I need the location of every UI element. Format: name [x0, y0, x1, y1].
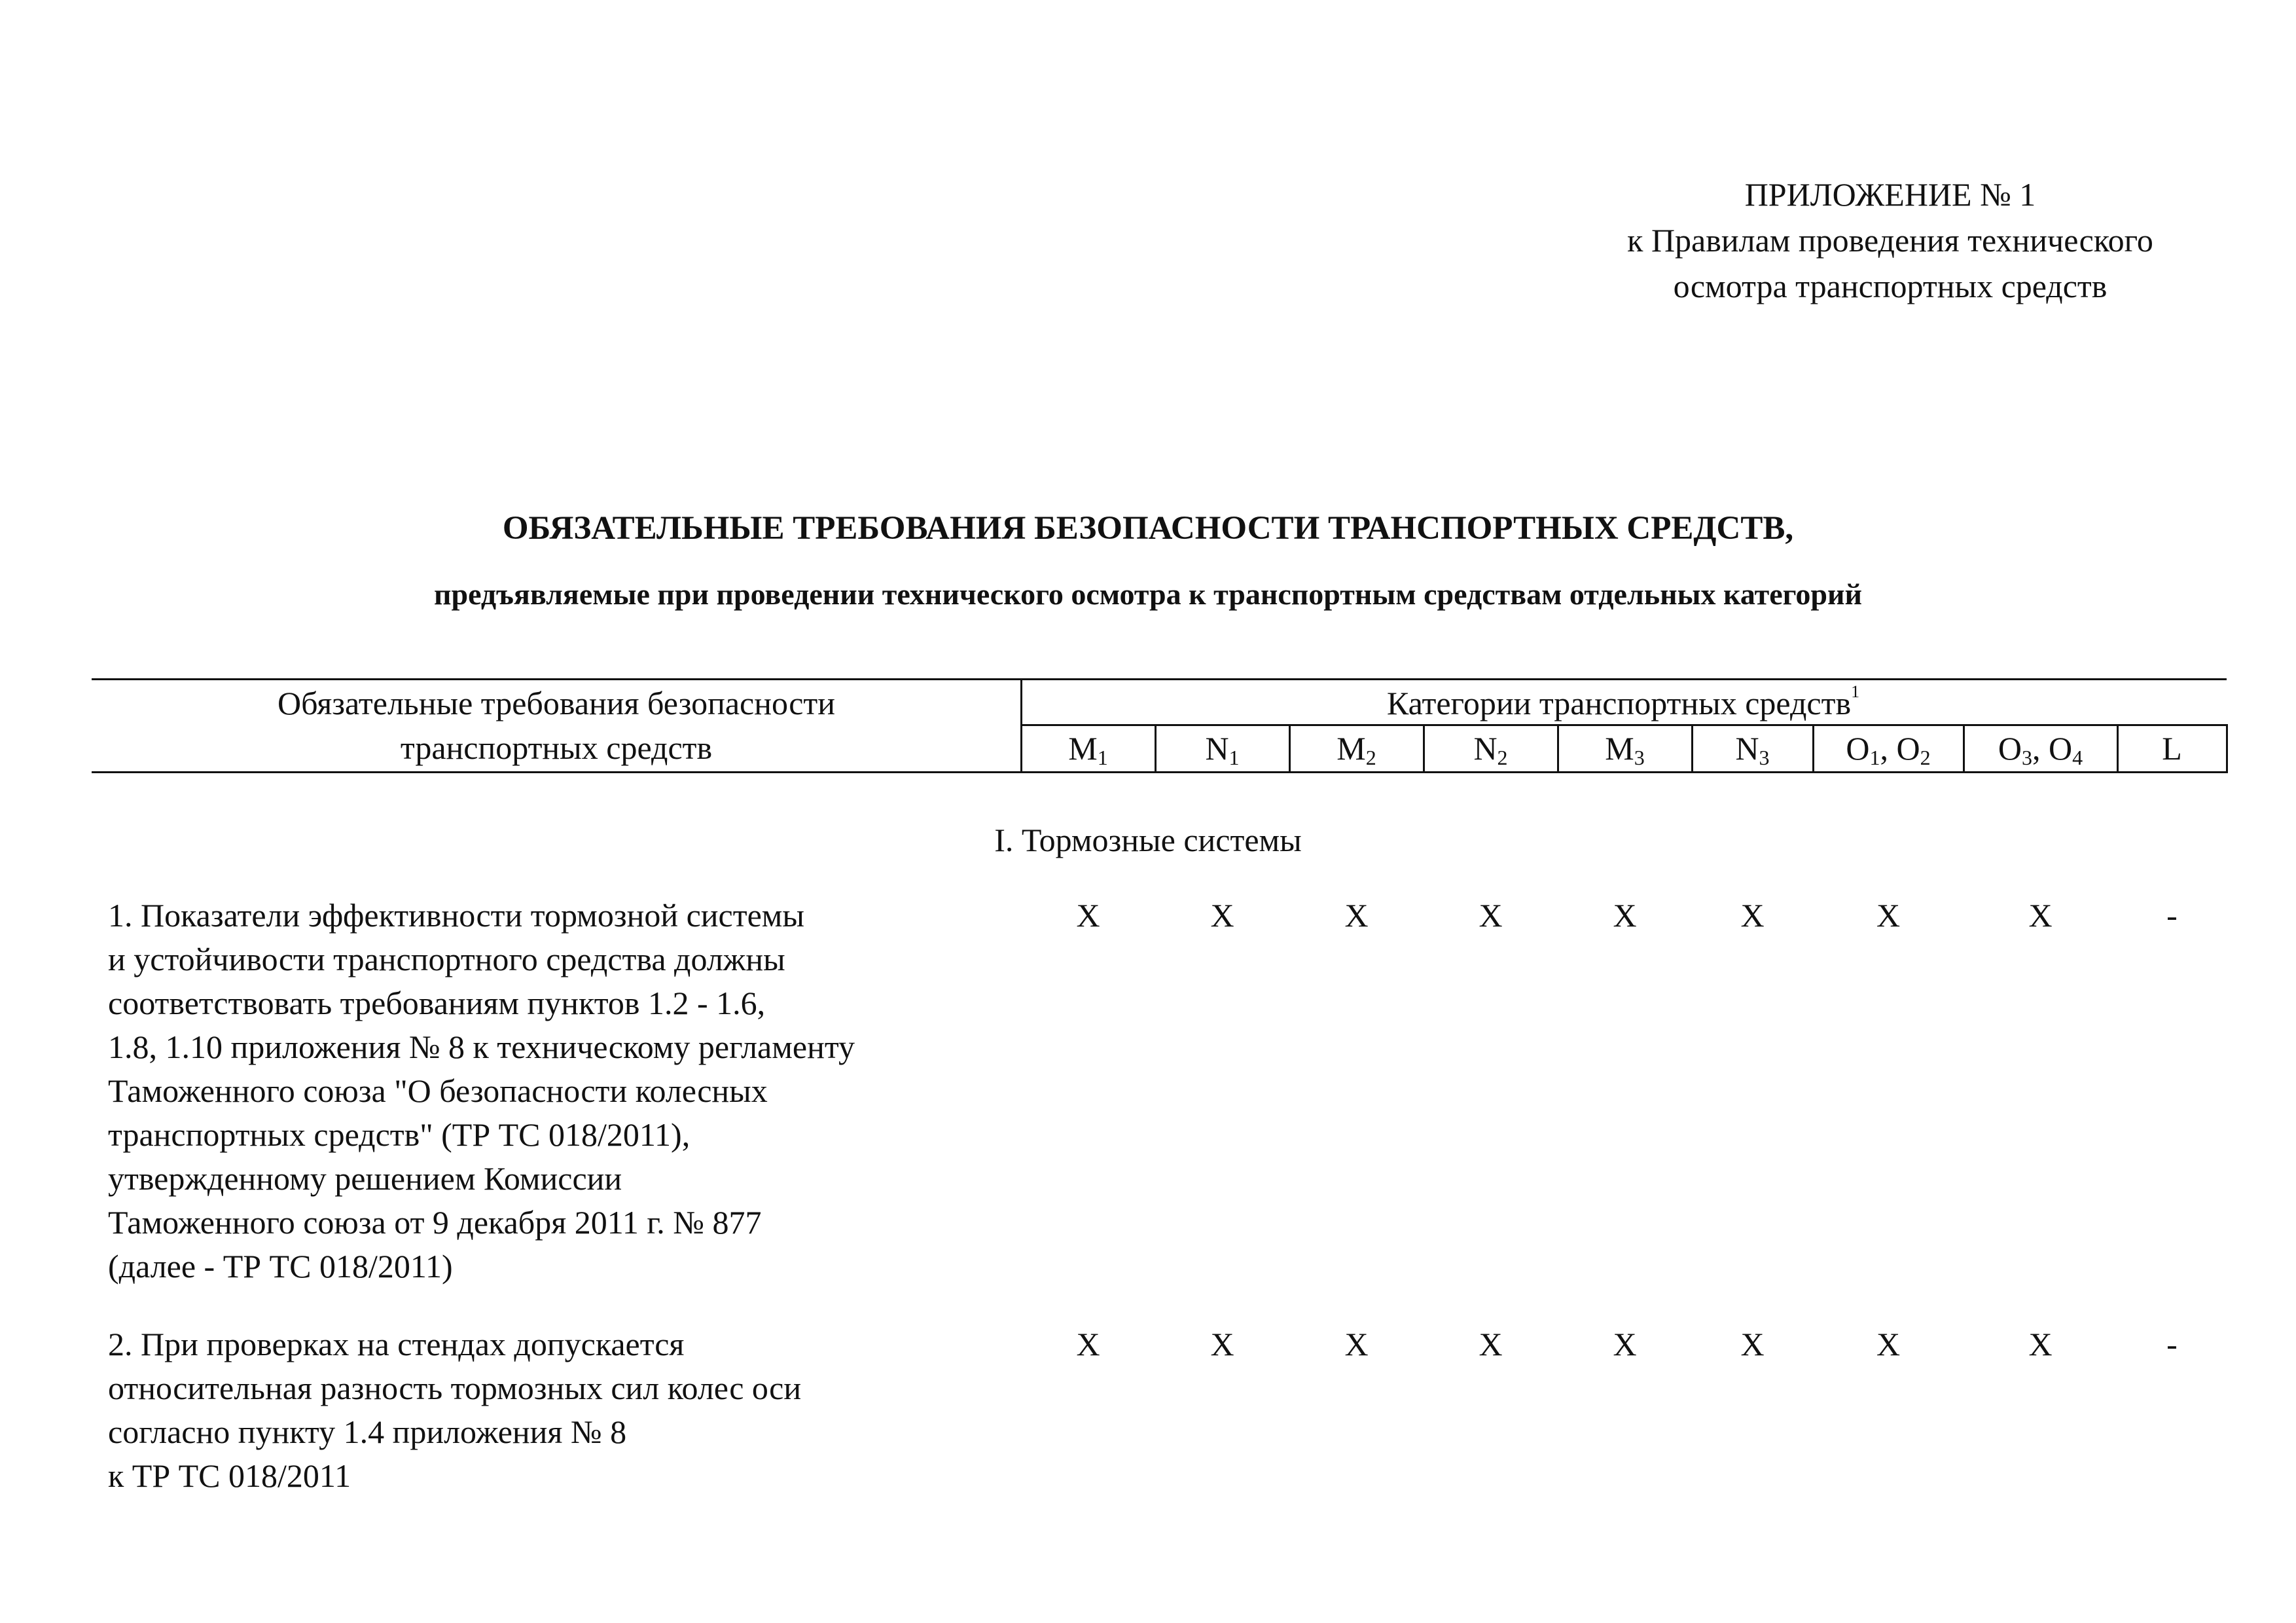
requirement-line: Таможенного союза "О безопасности колесных — [108, 1072, 768, 1109]
header-requirements-line: Обязательные требования безопасности — [277, 685, 836, 721]
applicability-mark: X — [2028, 897, 2053, 934]
applicability-mark: X — [1076, 897, 1100, 934]
category-letter: O — [1846, 730, 1870, 767]
header-categories — [1021, 681, 2225, 725]
category-header-cell — [1424, 725, 1558, 772]
category-header-cell — [1692, 725, 1813, 772]
applicability-mark: X — [1876, 1326, 1901, 1362]
category-subscript: 1 — [1229, 746, 1240, 769]
category-letter: N — [1735, 730, 1759, 767]
requirement-line: 2. При проверках на стендах допускается — [108, 1326, 685, 1362]
requirement-line: утвержденному решением Комиссии — [108, 1160, 622, 1197]
category-letter: O — [1998, 730, 2022, 767]
header-requirements-line: транспортных средств — [400, 729, 713, 766]
applicability-mark: X — [1876, 897, 1901, 934]
applicability-mark: X — [1613, 1326, 1637, 1362]
category-subscript: 4 — [2072, 746, 2083, 769]
requirement-line: 1. Показатели эффективности тормозной системы — [108, 897, 805, 934]
applicability-mark: X — [2028, 1326, 2053, 1362]
applicability-mark: X — [1479, 1326, 1503, 1362]
applicability-mark: X — [1740, 897, 1765, 934]
category-letter: , O — [1880, 730, 1920, 767]
requirement-line: 1.8, 1.10 приложения № 8 к техническому регламенту — [108, 1029, 855, 1065]
category-header-cell — [1813, 725, 1964, 772]
category-subscript: 1 — [1097, 746, 1108, 769]
category-letter: M — [1068, 730, 1098, 767]
section-heading: I. Тормозные системы — [994, 822, 1302, 858]
requirement-text — [108, 894, 1037, 1288]
category-letter: M — [1605, 730, 1634, 767]
header-requirements — [92, 681, 1021, 770]
category-header-cell — [1021, 725, 1155, 772]
requirement-line: (далее - ТР ТС 018/2011) — [108, 1248, 453, 1285]
category-subscript: 3 — [1759, 746, 1770, 769]
applicability-mark: X — [1740, 1326, 1765, 1362]
category-letter: M — [1336, 730, 1366, 767]
annex-reference-line: к Правилам проведения технического — [1627, 222, 2153, 259]
requirement-line: и устойчивости транспортного средства должны — [108, 941, 785, 977]
category-subscript: 2 — [1497, 746, 1508, 769]
category-subscript: 3 — [1634, 746, 1645, 769]
category-header-cell — [1558, 725, 1692, 772]
annex-caption — [1576, 172, 2204, 309]
applicability-mark: X — [1479, 897, 1503, 934]
requirement-text — [108, 1322, 1037, 1498]
applicability-mark: - — [2166, 1326, 2178, 1362]
header-categories-label: Категории транспортных средств — [1386, 685, 1852, 721]
category-letter: L — [2162, 730, 2182, 767]
annex-number: ПРИЛОЖЕНИЕ № 1 — [1744, 176, 2036, 213]
annex-reference-line: осмотра транспортных средств — [1673, 268, 2108, 304]
applicability-mark: - — [2166, 897, 2178, 934]
footnote-marker: 1 — [1851, 682, 1860, 701]
requirement-line: соответствовать требованиям пунктов 1.2 - 1.6, — [108, 985, 766, 1021]
requirement-line: к ТР ТС 018/2011 — [108, 1457, 351, 1494]
category-letter: , O — [2032, 730, 2073, 767]
category-header-cell — [1155, 725, 1289, 772]
category-subscript: 2 — [1920, 746, 1931, 769]
applicability-mark: X — [1344, 1326, 1369, 1362]
category-subscript: 3 — [2022, 746, 2032, 769]
requirement-line: относительная разность тормозных сил колес оси — [108, 1370, 802, 1406]
category-letter: N — [1473, 730, 1498, 767]
category-subscript: 1 — [1869, 746, 1880, 769]
document-title: ОБЯЗАТЕЛЬНЫЕ ТРЕБОВАНИЯ БЕЗОПАСНОСТИ ТРАНСПОРТНЫХ СРЕДСТВ, — [502, 510, 1794, 547]
applicability-mark: X — [1344, 897, 1369, 934]
applicability-mark: X — [1210, 897, 1234, 934]
category-header-cell — [2117, 725, 2227, 772]
document-subtitle: предъявляемые при проведении технического осмотра к транспортным средствам отдельных категорий — [434, 577, 1862, 611]
category-letter: N — [1205, 730, 1229, 767]
requirement-line: Таможенного союза от 9 декабря 2011 г. № 877 — [108, 1204, 762, 1241]
applicability-mark: X — [1210, 1326, 1234, 1362]
category-header-cell — [1289, 725, 1424, 772]
category-header-cell — [1964, 725, 2117, 772]
applicability-mark: X — [1076, 1326, 1100, 1362]
requirement-line: транспортных средств" (ТР ТС 018/2011), — [108, 1116, 691, 1153]
category-subscript: 2 — [1365, 746, 1376, 769]
applicability-mark: X — [1613, 897, 1637, 934]
table-top-rule — [92, 678, 2227, 680]
requirement-line: согласно пункту 1.4 приложения № 8 — [108, 1413, 627, 1450]
